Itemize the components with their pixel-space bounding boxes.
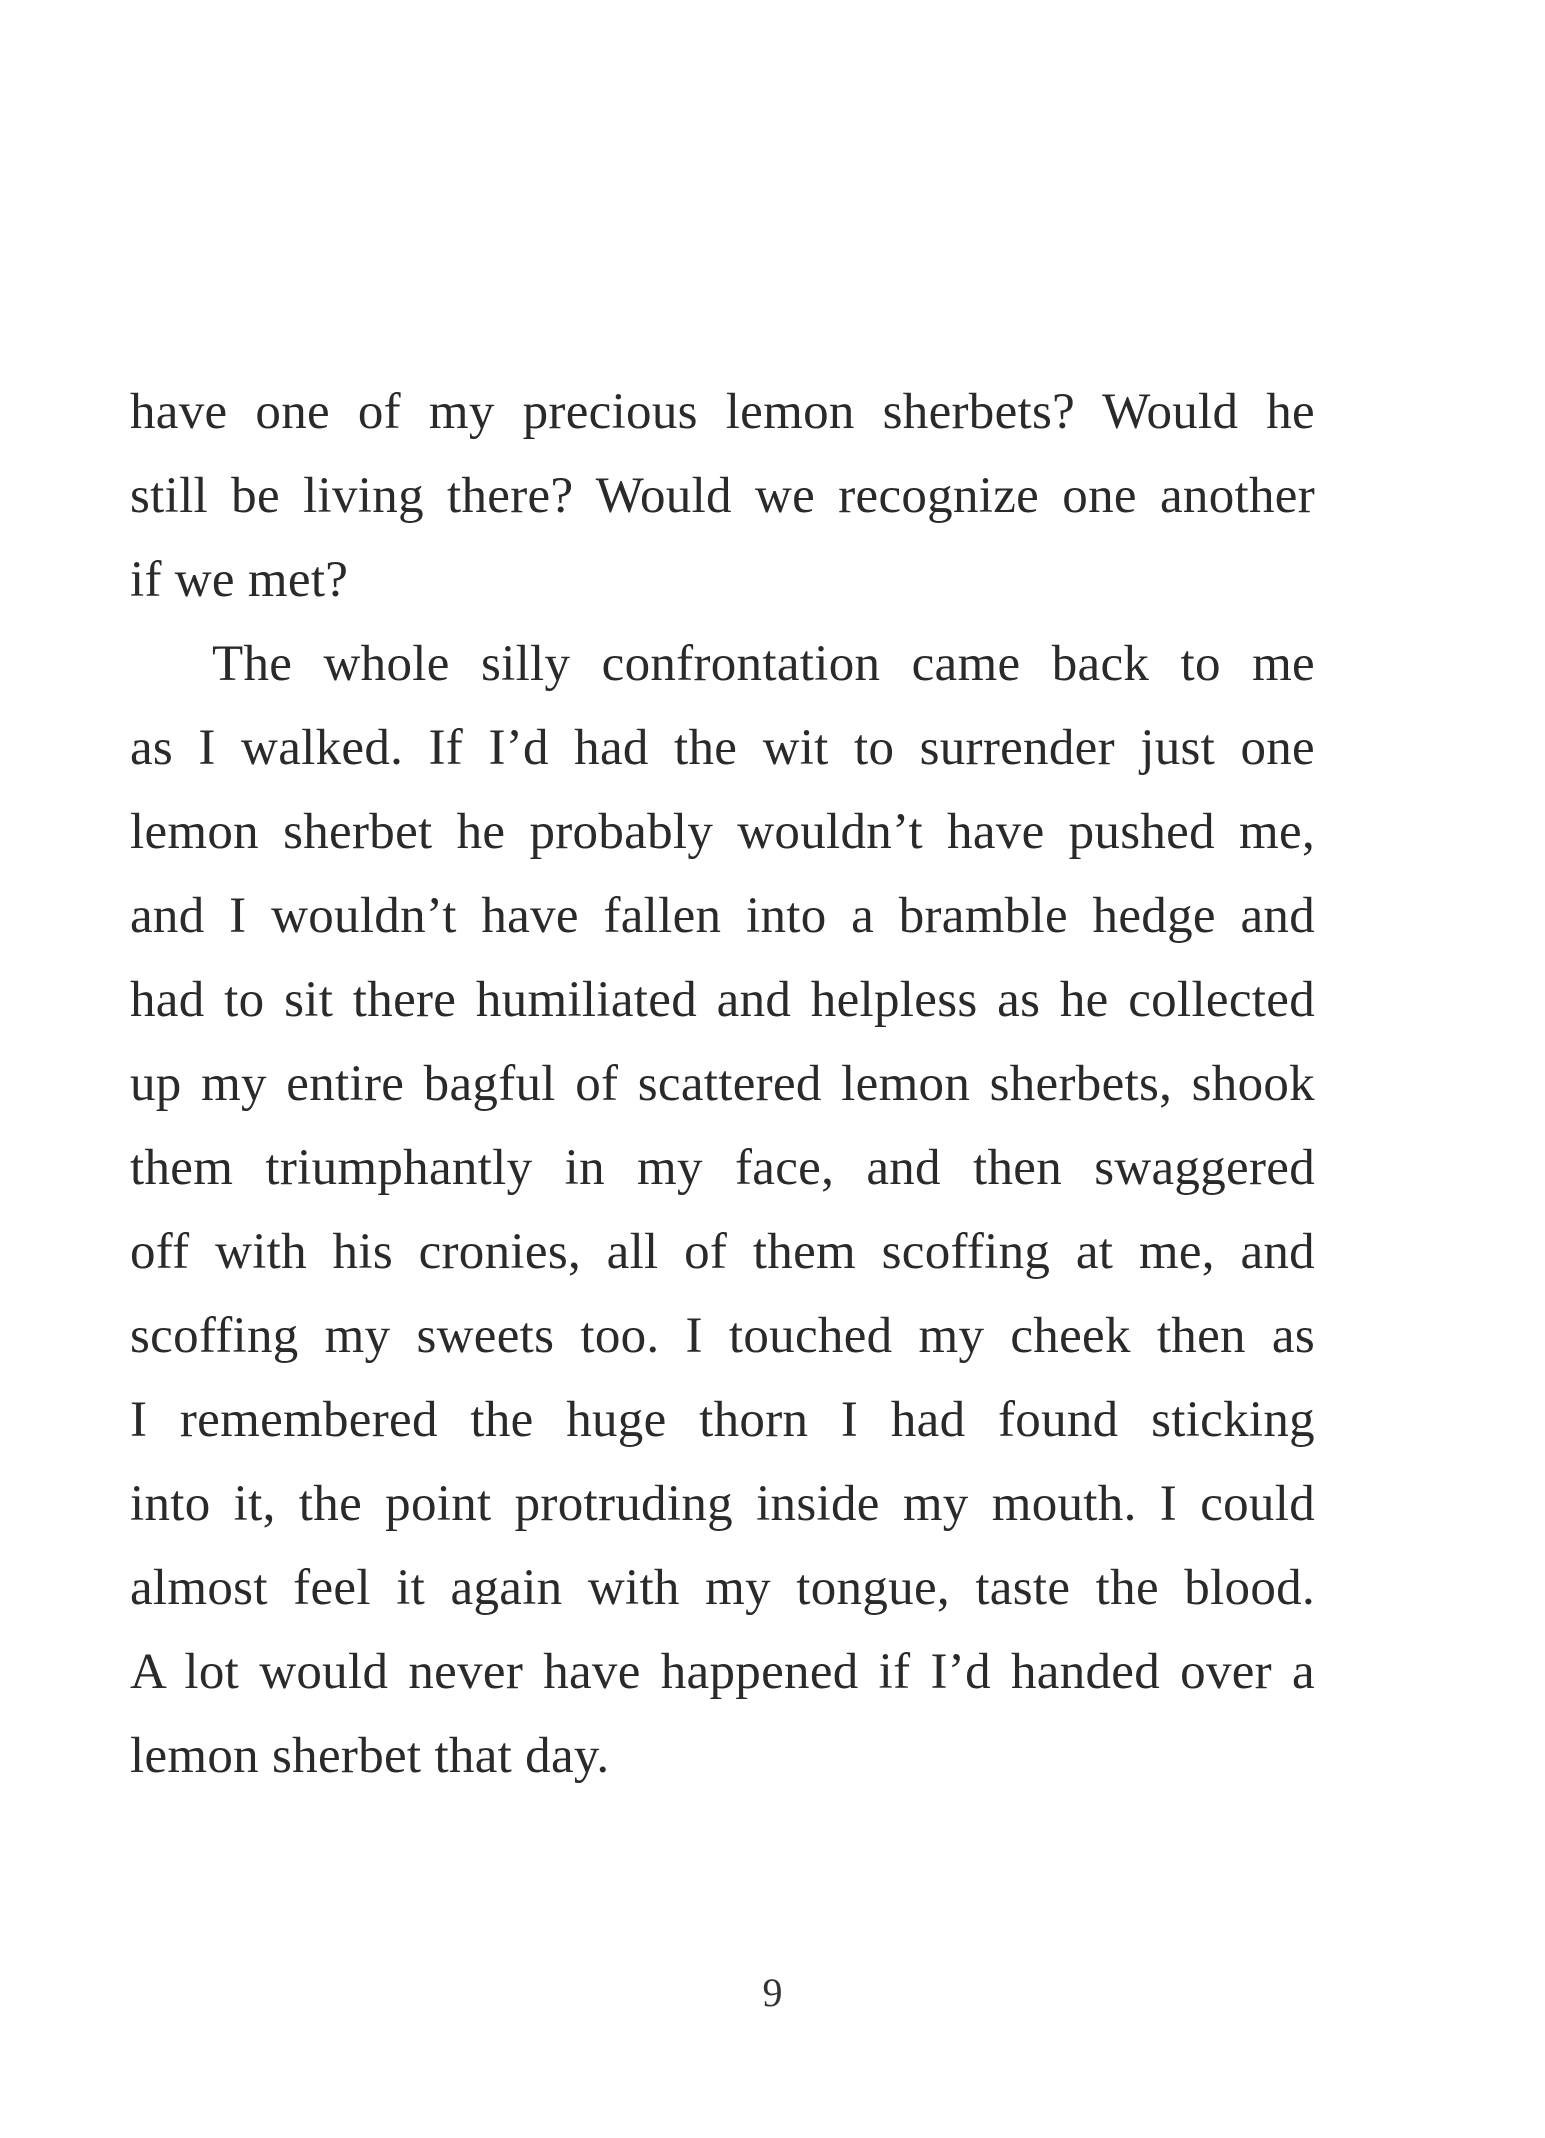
text-line: them triumphantly in my face, and then swaggered [130,1140,1315,1196]
text-line: The whole silly confrontation came back to me [212,636,1315,692]
text-line: I remembered the huge thorn I had found sticking [130,1392,1315,1448]
text-line: lemon sherbet that day. [130,1728,610,1784]
text-line: up my entire bagful of scattered lemon sherbets, shook [130,1056,1315,1112]
text-line: have one of my precious lemon sherbets? Would he [130,384,1315,440]
text-line: and I wouldn’t have fallen into a bramble hedge and [130,888,1315,944]
text-line: as I walked. If I’d had the wit to surrender just one [130,720,1315,776]
body-text [130,370,1315,1798]
text-line: had to sit there humiliated and helpless as he collected [130,972,1315,1028]
text-line: still be living there? Would we recognize one another [130,468,1315,524]
text-line: almost feel it again with my tongue, taste the blood. [130,1560,1315,1616]
text-line: scoffing my sweets too. I touched my cheek then as [130,1308,1315,1364]
text-line: A lot would never have happened if I’d handed over a [130,1644,1315,1700]
text-line: into it, the point protruding inside my mouth. I could [130,1476,1315,1532]
page-number: 9 [762,1970,783,2015]
text-line: if we met? [130,552,349,608]
text-line: off with his cronies, all of them scoffing at me, and [130,1224,1315,1280]
text-line: lemon sherbet he probably wouldn’t have pushed me, [130,804,1315,860]
